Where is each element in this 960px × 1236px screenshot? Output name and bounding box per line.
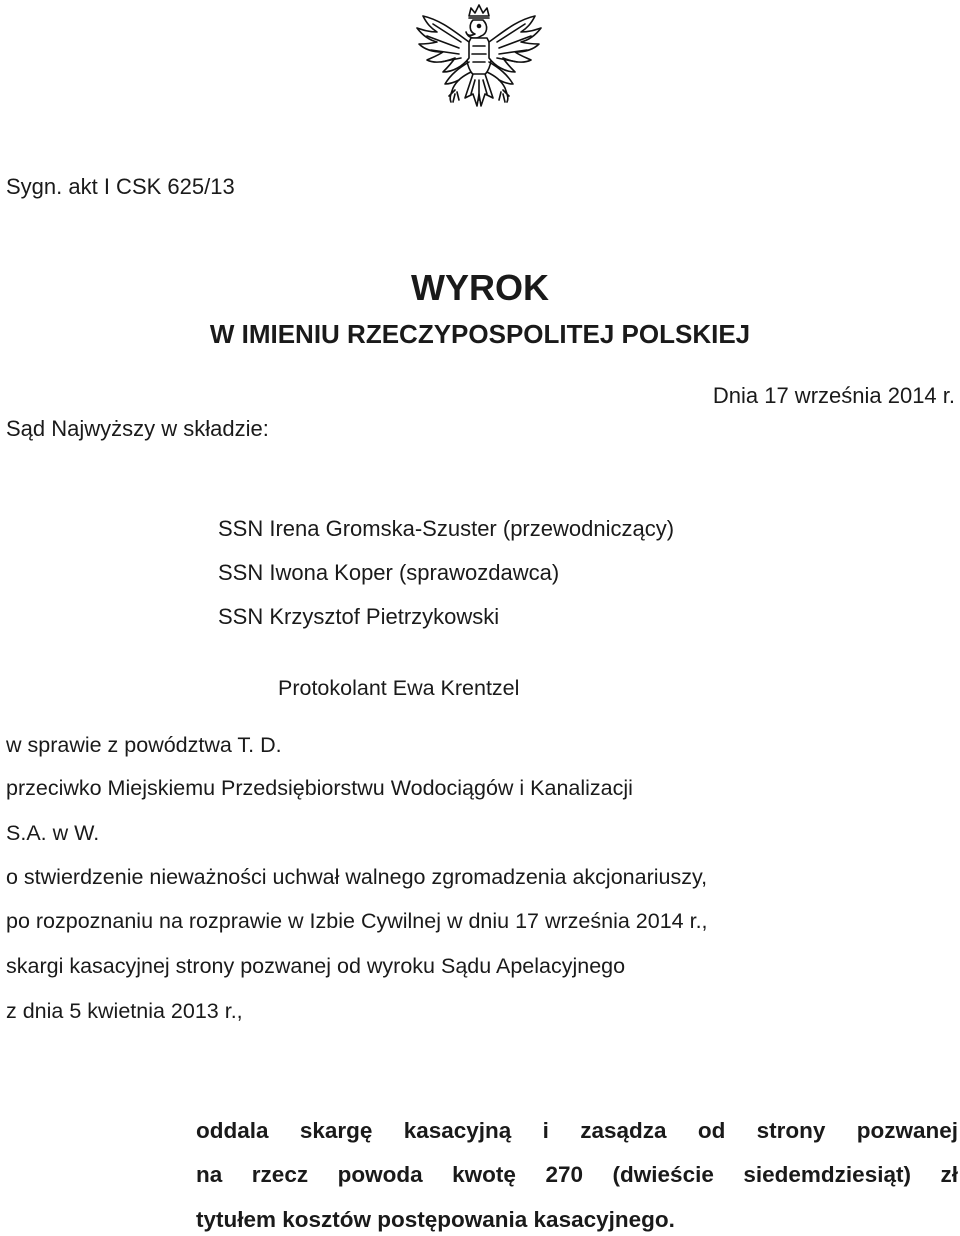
case-line: skargi kasacyjnej strony pozwanej od wyroku Sądu Apelacyjnego	[6, 954, 626, 978]
judge-member: SSN Krzysztof Pietrzykowski	[218, 604, 500, 629]
case-line: po rozpoznaniu na rozprawie w Izbie Cywilnej w dniu 17 września 2014 r.,	[6, 909, 708, 933]
case-line: w sprawie z powództwa T. D.	[6, 733, 282, 757]
polish-eagle-emblem-icon	[411, 2, 547, 126]
verdict-line: oddala skargę kasacyjną i zasądza od strony pozwanej	[196, 1120, 958, 1143]
verdict-line: na rzecz powoda kwotę 270 (dwieście siedemdziesiąt) zł	[196, 1164, 958, 1187]
document-subtitle: W IMIENIU RZECZYPOSPOLITEJ POLSKIEJ	[209, 319, 751, 349]
court-clerk: Protokolant Ewa Krentzel	[278, 676, 520, 700]
case-line: przeciwko Miejskiemu Przedsiębiorstwu Wodociągów i Kanalizacji	[6, 776, 633, 800]
case-number: Sygn. akt I CSK 625/13	[6, 174, 235, 199]
case-line: S.A. w W.	[6, 821, 100, 845]
document-title: WYROK	[411, 267, 549, 308]
case-line: z dnia 5 kwietnia 2013 r.,	[6, 999, 243, 1023]
verdict-line: tytułem kosztów postępowania kasacyjnego.	[196, 1209, 675, 1232]
case-line: o stwierdzenie nieważności uchwał walnego zgromadzenia akcjonariuszy,	[6, 865, 708, 889]
court-label: Sąd Najwyższy w składzie:	[6, 416, 269, 441]
judge-presiding: SSN Irena Gromska-Szuster (przewodniczący)	[218, 516, 675, 541]
judgment-date: Dnia 17 września 2014 r.	[712, 383, 955, 408]
judge-rapporteur: SSN Iwona Koper (sprawozdawca)	[218, 560, 560, 585]
